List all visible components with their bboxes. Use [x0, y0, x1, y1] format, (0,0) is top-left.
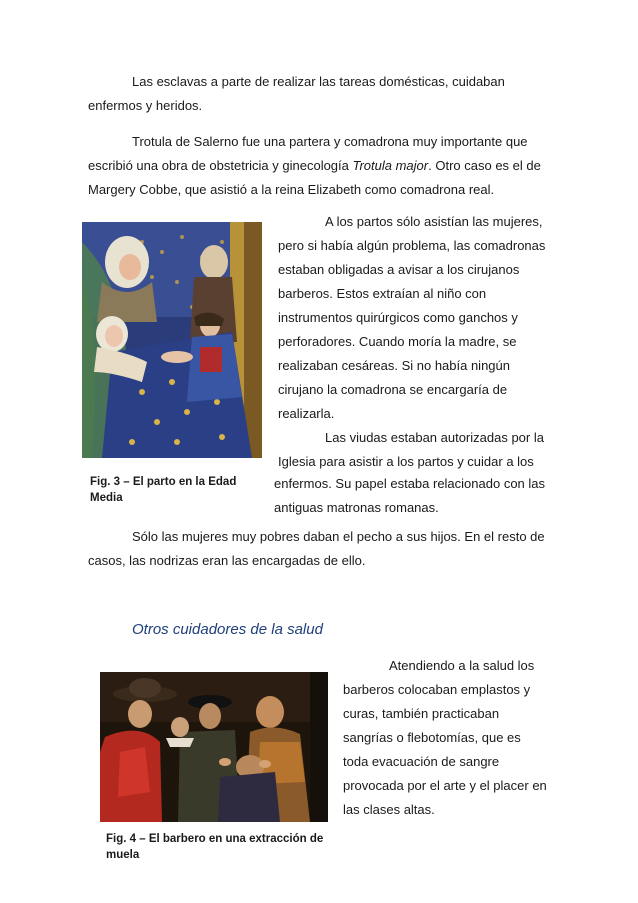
barber-painting — [100, 672, 328, 822]
barbers-line: las clases altas. — [343, 802, 435, 817]
widows-line: Iglesia para asistir a los partos y cuidar a los — [278, 454, 534, 469]
births-line: instrumentos quirúrgicos como ganchos y — [278, 310, 518, 325]
barbers-line: Atendiendo a la salud los — [389, 658, 535, 673]
births-line: perforadores. Cuando moría la madre, se — [278, 334, 517, 349]
barbers-line: curas, también practicaban — [343, 706, 500, 721]
widows-line: enfermos. Su papel estaba relacionado con las — [274, 476, 546, 491]
trotula-text-end: . Otro caso es el de Margery Cobbe, que asistió a la reina Elizabeth como comadrona real. — [88, 158, 541, 197]
figure-4-image — [100, 672, 328, 822]
births-line: barberos. Estos extraían al niño con — [278, 286, 487, 301]
barbers-line: sangrías o flebotomías, que es — [343, 730, 521, 745]
figure-3-caption: Fig. 3 – El parto en la Edad Media — [90, 476, 237, 504]
births-line: pero si había algún problema, las comadronas — [278, 238, 546, 253]
paragraph-trotula — [88, 130, 558, 202]
trotula-text-start: Trotula de Salerno fue una partera y comadrona muy importante que escribió una obra de obstetricia y ginecología — [88, 134, 528, 173]
trotula-major-title: Trotula major — [352, 158, 429, 173]
paragraph-slaves: Las esclavas a parte de realizar las tareas domésticas, cuidaban enfermos y heridos. — [88, 74, 505, 113]
births-line: estaban obligadas a avisar a los cirujanos — [278, 262, 520, 277]
paragraph-wet-nurses: Sólo las mujeres muy pobres daban el pecho a sus hijos. En el resto de casos, las nodrizas eran las encargadas de ello. — [88, 529, 545, 568]
medieval-birth-painting — [82, 222, 262, 458]
births-line: cirujano la comadrona se encargaría de — [278, 382, 508, 397]
births-line: A los partos sólo asistían las mujeres, — [325, 214, 543, 229]
barbers-line: provocada por el arte y el placer en — [343, 778, 547, 793]
figure-3-image — [82, 222, 262, 458]
widows-line: Las viudas estaban autorizadas por la — [325, 430, 544, 445]
barbers-line: toda evacuación de sangre — [343, 754, 500, 769]
figure-4-caption: Fig. 4 – El barbero en una extracción de muela — [106, 833, 324, 861]
births-line: realizarla. — [278, 406, 335, 421]
barbers-line: barberos colocaban emplastos y — [343, 682, 531, 697]
widows-line: antiguas matronas romanas. — [274, 500, 439, 515]
births-line: realizaban cesáreas. Si no había ningún — [278, 358, 510, 373]
section-title: Otros cuidadores de la salud — [132, 621, 323, 638]
